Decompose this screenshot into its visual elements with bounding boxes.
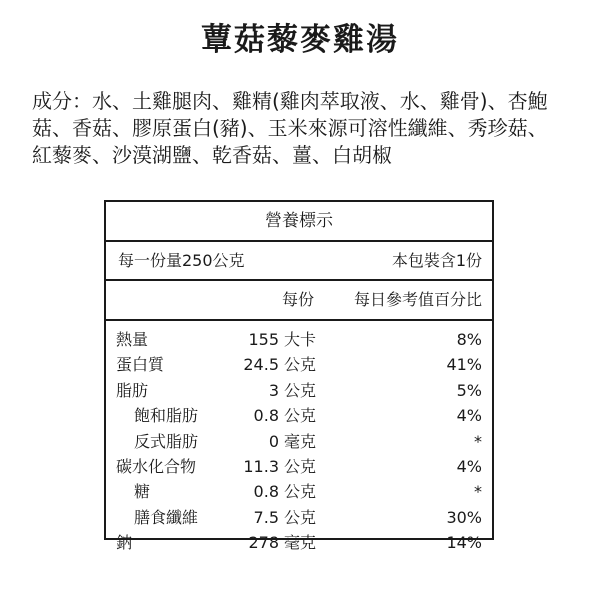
- nutrient-daily-value: 14%: [446, 533, 482, 553]
- nutrient-daily-value: 8%: [456, 330, 482, 349]
- nutrient-daily-value: 4%: [456, 406, 482, 426]
- daily-value-header: 每日參考值百分比: [353, 290, 482, 309]
- nutrient-name: 飽和脂肪: [134, 406, 199, 426]
- nutrient-name: 蛋白質: [116, 355, 165, 375]
- nutrient-row-fat: [106, 378, 492, 403]
- nutrient-unit: 公克: [284, 507, 317, 527]
- nutrient-daily-value: 5%: [456, 380, 482, 400]
- nutrient-amount: 0: [268, 431, 279, 451]
- nutrient-unit: 公克: [284, 355, 317, 375]
- nutrient-name: 反式脂肪: [134, 431, 199, 451]
- ingredients-line: 紅藜麥、沙漠湖鹽、乾香菇、薑、白胡椒: [32, 143, 392, 167]
- nutrient-name: 鈉: [116, 533, 133, 553]
- nutrient-amount: 0.8: [253, 406, 279, 426]
- nutrient-amount: 3: [268, 380, 279, 400]
- nutrient-unit: 毫克: [284, 533, 317, 553]
- nutrient-row-trans-fat: [106, 429, 492, 454]
- ingredients-text: [32, 88, 577, 169]
- nutrient-row-dietary-fiber: [106, 505, 492, 530]
- nutrient-unit: 公克: [284, 456, 317, 476]
- nutrient-row-sugar: [106, 479, 492, 504]
- per-serving-header: 每份: [282, 290, 315, 309]
- ingredients-line: 菇、香菇、膠原蛋白(豬)、玉米來源可溶性纖維、秀珍菇、: [32, 116, 548, 140]
- nutrient-row-protein: [106, 352, 492, 377]
- nutrient-daily-value: *: [474, 482, 482, 502]
- nutrient-row-saturated-fat: [106, 403, 492, 428]
- nutrient-daily-value: *: [474, 431, 482, 451]
- nutrient-amount: 0.8: [253, 482, 279, 502]
- nutrient-amount: 7.5: [253, 507, 279, 527]
- nutrient-unit: 公克: [284, 482, 317, 502]
- nutrient-name: 熱量: [116, 330, 149, 349]
- nutrient-unit: 大卡: [284, 330, 317, 349]
- nutrient-name: 膳食纖維: [134, 507, 199, 527]
- nutrient-list: [106, 321, 492, 556]
- nutrient-daily-value: 30%: [446, 507, 482, 527]
- nutrient-row-energy: [106, 327, 492, 352]
- ingredients-line: 成分：水、土雞腿肉、雞精(雞肉萃取液、水、雞骨)、杏鮑: [32, 89, 548, 113]
- nutrient-unit: 公克: [284, 406, 317, 426]
- nutrient-unit: 公克: [284, 380, 317, 400]
- nutrient-amount: 11.3: [243, 456, 279, 476]
- nutrient-name: 糖: [134, 482, 151, 502]
- nutrient-amount: 24.5: [243, 355, 279, 375]
- nutrient-daily-value: 4%: [456, 456, 482, 476]
- page-title: 蕈菇藜麥雞湯: [201, 22, 399, 58]
- nutrient-unit: 毫克: [284, 431, 317, 451]
- nutrition-facts-panel: [104, 200, 494, 553]
- serving-info-row: [106, 242, 492, 281]
- serving-size: 每一份量250公克: [118, 251, 245, 270]
- nutrient-name: 碳水化合物: [116, 456, 197, 476]
- nutrient-daily-value: 41%: [446, 355, 482, 375]
- nutrient-row-sodium: [106, 530, 492, 555]
- nutrient-name: 脂肪: [116, 380, 149, 400]
- servings-per-pack: 本包裝含1份: [391, 251, 482, 270]
- nutrient-amount: 155: [248, 330, 279, 349]
- nutrition-panel-title: 營養標示: [106, 202, 492, 242]
- nutrient-row-carbohydrate: [106, 454, 492, 479]
- nutrient-amount: 278: [248, 533, 279, 553]
- column-header-row: [106, 281, 492, 321]
